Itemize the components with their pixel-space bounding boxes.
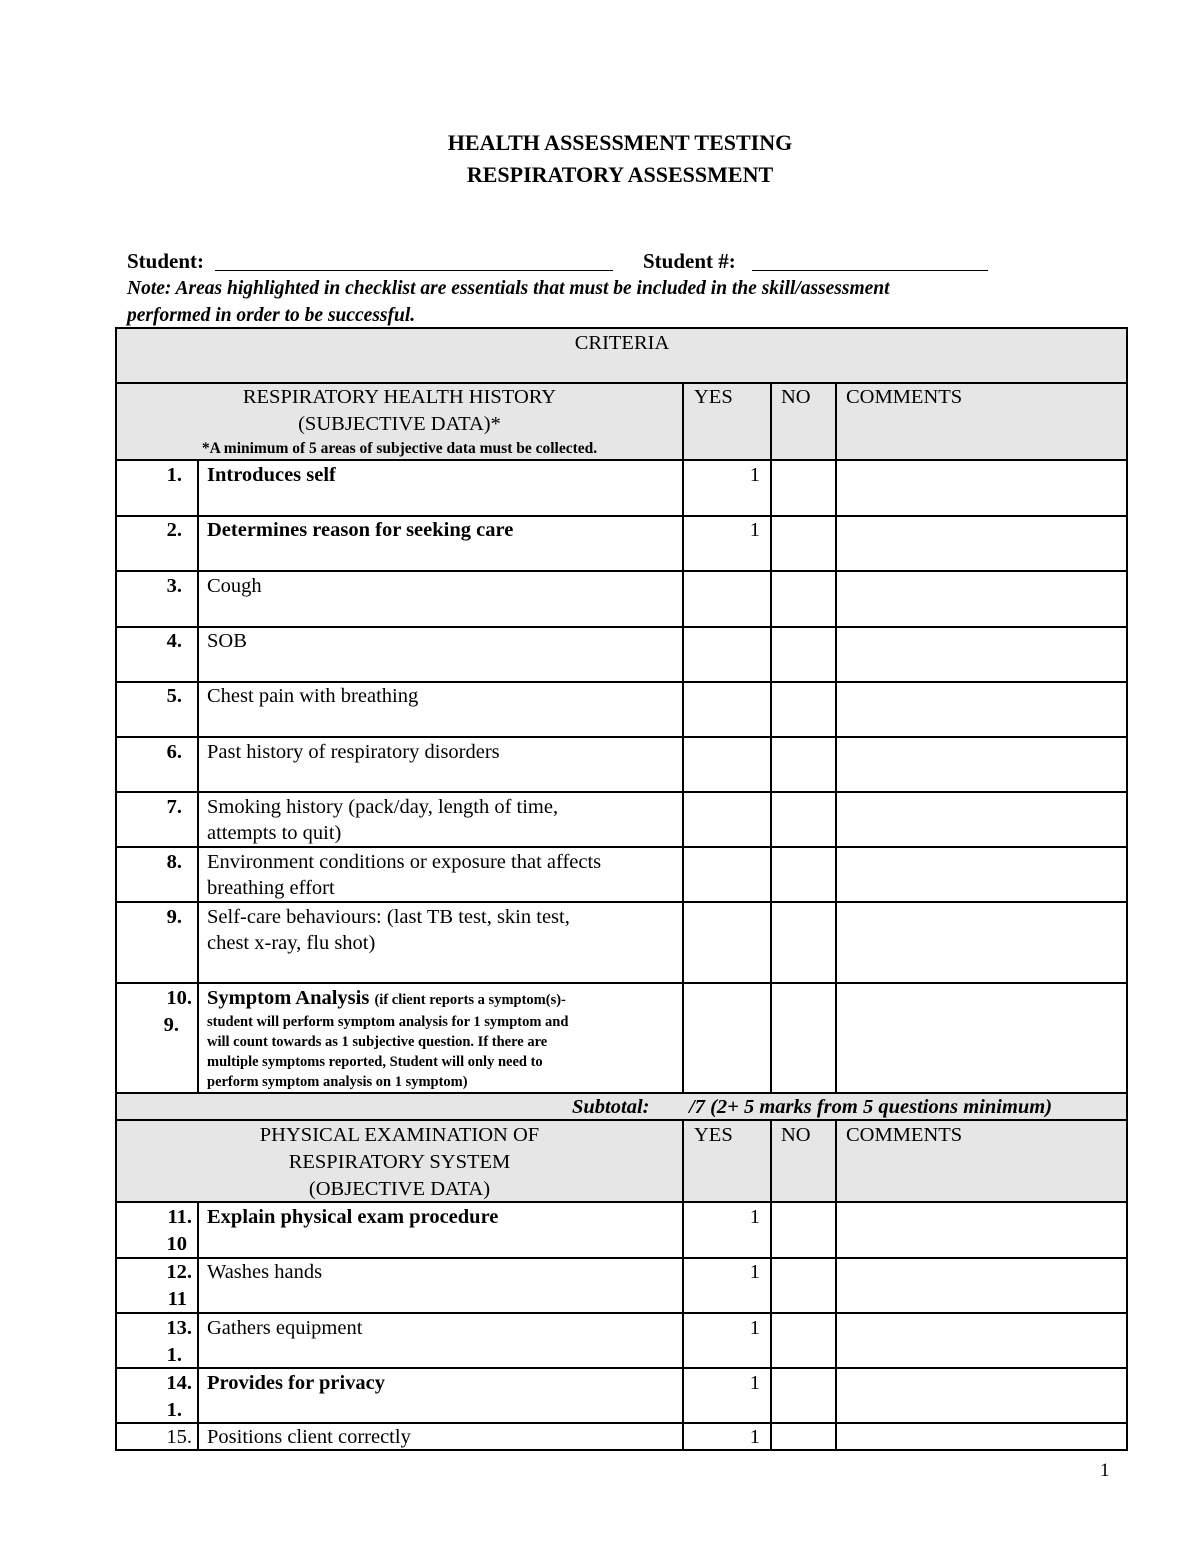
- comments-column-header: COMMENTS: [846, 386, 963, 408]
- criteria-header: CRITERIA: [574, 332, 670, 354]
- criterion-reason-for-care: Determines reason for seeking care: [207, 519, 514, 541]
- yes-score: 1: [749, 1372, 760, 1394]
- note-line-1: Note: Areas highlighted in checklist are essentials that must be included in the skill/assessment: [127, 278, 890, 299]
- note-line-2: performed in order to be successful.: [127, 305, 416, 326]
- yes-score: 1: [749, 1261, 760, 1283]
- yes-column-header-2: YES: [694, 1124, 733, 1146]
- section2-subtitle: RESPIRATORY SYSTEM: [288, 1151, 511, 1173]
- yes-column-header: YES: [694, 386, 733, 408]
- no-column-header: NO: [781, 386, 811, 408]
- criterion-gathers-equipment: Gathers equipment: [207, 1317, 363, 1339]
- section2-title: PHYSICAL EXAMINATION OF: [259, 1124, 540, 1146]
- no-column-header-2: NO: [781, 1124, 811, 1146]
- criterion-self-care: Self-care behaviours: (last TB test, skin test,: [207, 906, 570, 928]
- yes-score: 1: [749, 1426, 760, 1448]
- student-field[interactable]: [215, 270, 613, 271]
- criterion-sob: SOB: [207, 630, 247, 652]
- section1-title: RESPIRATORY HEALTH HISTORY: [242, 386, 557, 408]
- student-number-field[interactable]: [752, 270, 988, 271]
- criterion-cough: Cough: [207, 575, 262, 597]
- page: HEALTH ASSESSMENT TESTING RESPIRATORY ASSESSMENT Student: Student #: Note: Areas highlighted in checklist are essentials that must be included in the skill/assessment performed in order to be successful. CRITERIA RESPIRATORY HEALTH HISTORY (SUBJECTIVE DATA)* *A minimum of 5 areas of subjective data must be collected. YES NO COMMENTS 1. Introduces self 1 2. Determines reason for seeking care 1 3. Cough 4. SOB 5. Chest pain with breathing 6. Past history of respiratory disorders 7. Smoking history (pack/day, length of time, attempts to quit) 8. Environment conditions or exposure that affects breathing effort 9. Self-care behaviours: (last TB test, skin test, chest x-ray, flu shot) 10. 9. Symptom Analysis (if client reports a symptom(s)- student will perform symptom analysis for 1 symptom and will count towards as 1 subjective question. If there are multiple symptoms reported, Student will only need to perform symptom analysis on 1 symptom) Subtotal: /7 (2+ 5 marks from 5 questions minimum) PHYSICAL EXAMINATION OF RESPIRATORY SYSTEM (OBJECTIVE DATA) YES NO COMMENTS 11. 10 Explain physical exam procedure 1 12. 11 Washes hands 1 13. 1. Gathers equipment 1 14. 1. Provides for privacy 1 15. Positions client correctly 1 1: [0, 0, 1200, 1553]
- section1-requirement: *A minimum of 5 areas of subjective data must be collected.: [201, 440, 598, 457]
- section2-data-type: (OBJECTIVE DATA): [308, 1178, 491, 1200]
- yes-score: 1: [749, 1317, 760, 1339]
- page-number: 1: [1100, 1460, 1110, 1481]
- criterion-symptom-analysis: Symptom Analysis: [207, 987, 370, 1009]
- criterion-chest-pain: Chest pain with breathing: [207, 685, 419, 707]
- yes-score: 1: [749, 1206, 760, 1228]
- comments-column-header-2: COMMENTS: [846, 1124, 963, 1146]
- criterion-introduces-self: Introduces self: [207, 464, 336, 486]
- document-subtitle: RESPIRATORY ASSESSMENT: [466, 162, 774, 187]
- criterion-smoking-history: Smoking history (pack/day, length of time,: [207, 796, 559, 818]
- subtotal-value: /7 (2+ 5 marks from 5 questions minimum): [689, 1096, 1053, 1118]
- criterion-explain-procedure: Explain physical exam procedure: [207, 1206, 499, 1228]
- student-label: Student:: [127, 249, 205, 273]
- criterion-past-history: Past history of respiratory disorders: [207, 741, 500, 763]
- yes-score: 1: [749, 519, 760, 541]
- criterion-provides-privacy: Provides for privacy: [207, 1372, 386, 1394]
- subtotal-label: Subtotal:: [572, 1096, 650, 1118]
- section1-subtitle: (SUBJECTIVE DATA)*: [298, 413, 501, 435]
- criterion-positions-client: Positions client correctly: [207, 1426, 411, 1448]
- criterion-environment: Environment conditions or exposure that affects: [207, 851, 602, 873]
- document-title: HEALTH ASSESSMENT TESTING: [447, 130, 793, 155]
- criterion-washes-hands: Washes hands: [207, 1261, 323, 1283]
- yes-score: 1: [749, 464, 760, 486]
- student-number-label: Student #:: [643, 249, 736, 273]
